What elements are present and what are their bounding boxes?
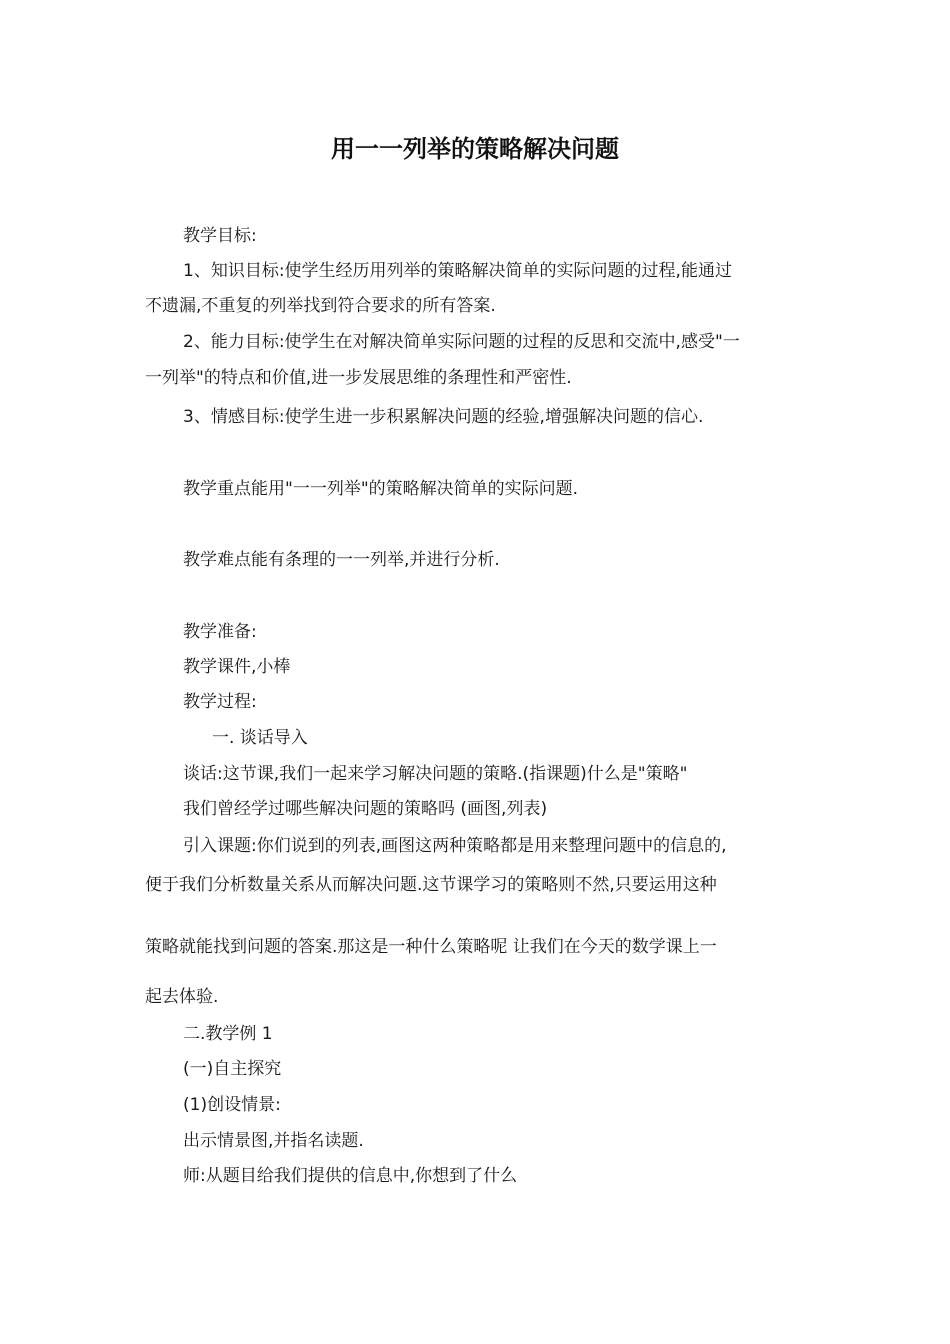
section-heading: 一. 谈话导入 [212,728,308,748]
paragraph-line: 策略就能找到问题的答案.那这是一种什么策略呢 让我们在今天的数学课上一 [145,937,717,957]
paragraph-line: 2、能力目标:使学生在对解决简单实际问题的过程的反思和交流中,感受"一 [183,332,740,352]
paragraph-line: 教学过程: [183,692,257,712]
paragraph-line: 教学准备: [183,622,257,642]
paragraph-line: 教学课件,小棒 [183,657,291,677]
document-title: 用一一列举的策略解决问题 [331,135,619,163]
paragraph-line: 教学重点能用"一一列举"的策略解决简单的实际问题. [183,479,579,499]
section-heading: 二.教学例 1 [183,1024,273,1044]
subsection-heading: (一)自主探究 [183,1059,282,1079]
paragraph-line: 我们曾经学过哪些解决问题的策略吗 (画图,列表) [183,799,548,819]
paragraph-line: 一列举"的特点和价值,进一步发展思维的条理性和严密性. [145,368,572,388]
paragraph-line: 起去体验. [145,987,219,1007]
paragraph-line: (1)创设情景: [183,1095,281,1115]
paragraph-line: 教学难点能有条理的一一列举,并进行分析. [183,550,500,570]
paragraph-line: 教学目标: [183,226,257,246]
paragraph-line: 3、情感目标:使学生进一步积累解决问题的经验,增强解决问题的信心. [183,407,704,427]
paragraph-line: 师:从题目给我们提供的信息中,你想到了什么 [183,1166,518,1186]
paragraph-line: 出示情景图,并指名读题. [183,1131,364,1151]
paragraph-line: 1、知识目标:使学生经历用列举的策略解决简单的实际问题的过程,能通过 [183,261,732,281]
paragraph-line: 谈话:这节课,我们一起来学习解决问题的策略.(指课题)什么是"策略" [183,764,688,784]
paragraph-line: 便于我们分析数量关系从而解决问题.这节课学习的策略则不然,只要运用这种 [145,875,717,895]
paragraph-line: 引入课题:你们说到的列表,画图这两种策略都是用来整理问题中的信息的, [183,836,727,856]
paragraph-line: 不遗漏,不重复的列举找到符合要求的所有答案. [145,296,496,316]
